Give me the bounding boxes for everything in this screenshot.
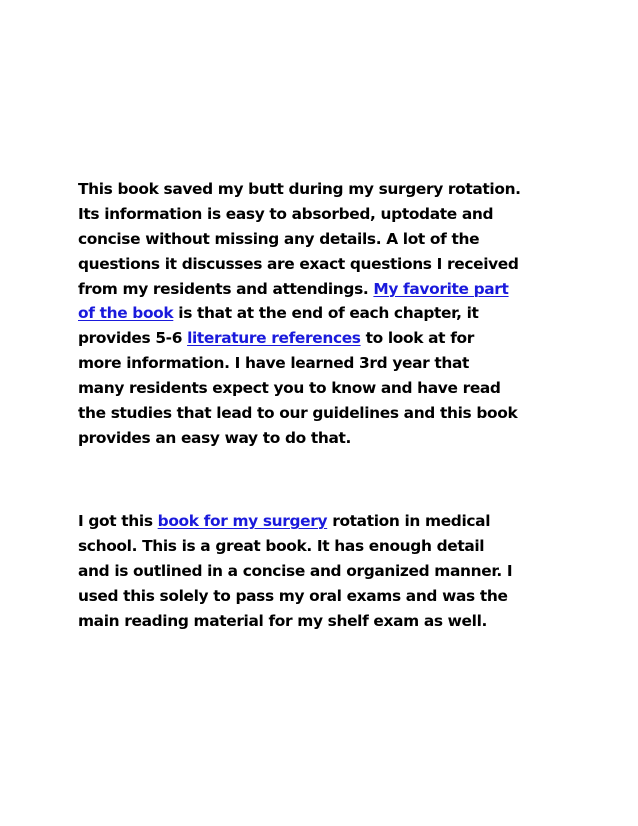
text-run: more information. I have learned 3rd year that	[78, 354, 470, 373]
review-paragraph-2	[78, 509, 568, 633]
text-line	[78, 609, 568, 634]
text-line	[78, 277, 568, 302]
text-line	[78, 202, 568, 227]
text-run: questions it discusses are exact questions I received	[78, 254, 519, 273]
text-run: provides 5-6	[78, 329, 188, 348]
text-line	[78, 326, 568, 351]
text-run: to look at for	[360, 329, 474, 348]
inline-link[interactable]: book for my surgery	[157, 512, 328, 530]
text-run: many residents expect you to know and have read	[78, 379, 501, 398]
text-run: provides an easy way to do that.	[78, 428, 352, 447]
text-line	[78, 401, 568, 426]
text-line	[78, 426, 568, 451]
inline-link[interactable]: My favorite part	[373, 279, 509, 298]
text-run: This book saved my butt during my surgery rotation.	[78, 180, 521, 198]
text-run: I got this	[78, 512, 158, 530]
text-line	[78, 351, 568, 376]
text-run: and is outlined in a concise and organized manner. I	[78, 561, 513, 580]
text-line	[78, 509, 568, 534]
text-line	[78, 177, 568, 202]
text-run: rotation in medical	[327, 512, 491, 530]
text-run: used this solely to pass my oral exams and was the	[78, 586, 508, 605]
review-paragraph-1	[78, 177, 568, 451]
text-run: school. This is a great book. It has enough detail	[78, 536, 485, 555]
text-line	[78, 252, 568, 277]
text-line	[78, 559, 568, 584]
text-line	[78, 376, 568, 401]
inline-link[interactable]: literature references	[187, 329, 361, 348]
text-run: is that at the end of each chapter, it	[173, 304, 479, 323]
text-run: from my residents and attendings.	[78, 279, 374, 298]
text-run: main reading material for my shelf exam as well.	[78, 611, 487, 630]
text-run: Its information is easy to absorbed, uptodate and	[78, 204, 494, 223]
text-run: concise without missing any details. A lot of the	[78, 229, 480, 248]
inline-link[interactable]: of the book	[78, 304, 174, 323]
text-line	[78, 534, 568, 559]
text-line	[78, 227, 568, 252]
text-run: the studies that lead to our guidelines and this book	[78, 404, 518, 423]
text-line	[78, 584, 568, 609]
text-line	[78, 301, 568, 326]
